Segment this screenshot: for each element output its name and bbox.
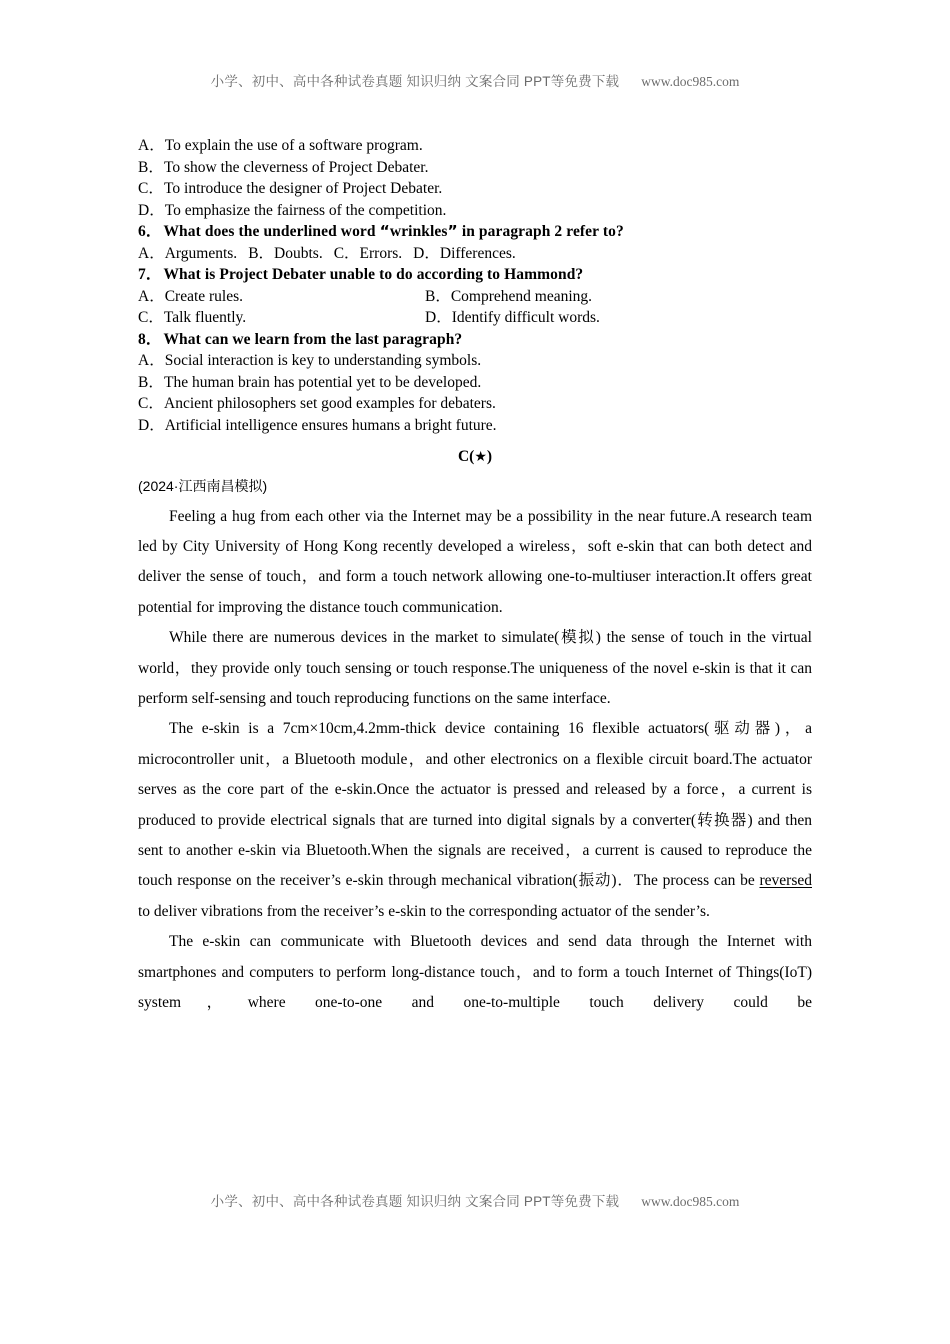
option-label: B． <box>248 244 275 262</box>
question-6-options <box>138 246 812 262</box>
page-footer-url: www.doc985.com <box>641 1194 740 1209</box>
option-text: To introduce the designer of Project Debater. <box>164 180 443 197</box>
option-row[interactable] <box>138 289 425 305</box>
option-text: Errors. <box>359 244 403 262</box>
option-label: B． <box>425 287 451 305</box>
option-text: Create rules. <box>164 287 244 305</box>
question-number: 6． <box>138 223 162 240</box>
option-row[interactable] <box>138 181 812 197</box>
option-row[interactable] <box>138 203 812 219</box>
option-text: Ancient philosophers set good examples for debaters. <box>164 395 496 412</box>
question-number: 7． <box>138 266 162 283</box>
paragraph-part: to deliver vibrations from the receiver’s e-skin to the corresponding actuator of the sender’s. <box>138 902 710 920</box>
question-stem-text: What is Project Debater unable to do according to Hammond? <box>163 266 584 283</box>
page-header-text: 小学、初中、高中各种试卷真题 知识归纳 文案合同 PPT等免费下载 <box>210 74 620 89</box>
option-row[interactable] <box>138 375 812 391</box>
page-header-url: www.doc985.com <box>641 74 740 89</box>
option-text: Differences. <box>439 244 516 262</box>
passage-paragraph: Feeling a hug from each other via the Internet may be a possibility in the near future.A research team led by City University of Hong Kong recently developed a wireless，soft e-skin that can both detect and deliver the sense of touch，and form a touch network allowing one-to-multiuser interaction.It offers great potential for improving the distance touch communication. <box>138 507 812 616</box>
option-label: D． <box>138 416 165 434</box>
question-7-options-row-2 <box>138 310 812 326</box>
question-8 <box>138 332 812 434</box>
page-header <box>138 70 812 90</box>
option-text: Social interaction is key to understanding symbols. <box>164 352 482 369</box>
option-row[interactable] <box>138 138 812 154</box>
question-7-options-row-1 <box>138 289 812 305</box>
option-label: A． <box>138 137 165 154</box>
star-icon: ★ <box>474 449 487 465</box>
option-text: Doubts. <box>274 244 323 262</box>
question-7 <box>138 267 812 326</box>
section-letter: C <box>457 448 470 465</box>
question-5-options <box>138 138 812 218</box>
page-footer-text: 小学、初中、高中各种试卷真题 知识归纳 文案合同 PPT等免费下载 <box>210 1194 620 1209</box>
option-label: A． <box>138 244 165 262</box>
option-text: Arguments. <box>164 244 238 262</box>
option-row[interactable] <box>138 353 812 369</box>
option-row[interactable] <box>138 396 812 412</box>
passage-paragraph: While there are numerous devices in the market to simulate(模拟) the sense of touch in the virtual world，they provide only touch sensing or touch response.The uniqueness of the novel e-skin is that it can perform self-sensing and touch reproducing functions on the same interface. <box>138 629 812 707</box>
option-row[interactable] <box>248 245 323 262</box>
quote-close: ” <box>447 222 458 240</box>
quote-open: “ <box>379 222 390 240</box>
question-stem-after: in paragraph 2 refer to? <box>457 223 624 240</box>
option-text: To emphasize the fairness of the competition. <box>164 201 447 219</box>
option-row[interactable] <box>413 245 516 262</box>
paren-close: ) <box>486 448 493 465</box>
question-quoted-word: wrinkles <box>389 223 448 240</box>
option-label: D． <box>425 309 452 326</box>
question-8-stem <box>138 332 812 348</box>
passage-section-marker <box>138 449 812 465</box>
option-label: D． <box>138 201 165 219</box>
option-text: The human brain has potential yet to be developed. <box>164 373 482 391</box>
question-7-stem <box>138 267 812 283</box>
option-label: A． <box>138 352 165 369</box>
option-row[interactable] <box>138 418 812 434</box>
question-6 <box>138 224 812 261</box>
question-6-stem <box>138 224 812 240</box>
option-text: Artificial intelligence ensures humans a bright future. <box>164 416 497 434</box>
option-label: D． <box>413 244 440 262</box>
question-stem-before: What does the underlined word <box>163 223 380 240</box>
passage-paragraph: The e-skin can communicate with Bluetooth devices and send data through the Internet with smartphones and computers to perform long-distance touch，and to form a touch Internet of Things(IoT) system，where one-to-one and one-to-multiple touch delivery could be <box>138 933 812 1011</box>
question-number: 8． <box>138 330 162 348</box>
option-label: C． <box>138 180 164 197</box>
option-label: B． <box>138 158 164 176</box>
option-text: To explain the use of a software program. <box>164 137 423 154</box>
option-row[interactable] <box>138 160 812 176</box>
option-row[interactable] <box>425 310 812 326</box>
option-label: A． <box>138 287 165 305</box>
paragraph-part: The e-skin is a 7cm×10cm,4.2mm-thick device containing 16 flexible actuators(驱动器)，a microcontroller unit，a Bluetooth module，and other electronics on a flexible circuit board.The actuator serves as the core part of the e-skin.Once the actuator is pressed and released by a force，a current is produced to provide electrical signals that are turned into digital signals by a converter(转换器) and then sent to another e-skin via Bluetooth.When the signals are received，a current is caused to reproduce the touch response on the receiver’s e-skin through mechanical vibration(振动)．The process can be <box>138 720 812 890</box>
passage-paragraph <box>138 714 812 927</box>
option-text: To show the cleverness of Project Debater. <box>164 158 429 176</box>
passage-source: (2024·江西南昌模拟) <box>138 477 268 494</box>
underlined-term: reversed <box>759 872 812 890</box>
option-text: Comprehend meaning. <box>450 287 593 305</box>
option-label: C． <box>333 244 360 262</box>
page-footer <box>138 1190 812 1210</box>
option-text: Talk fluently. <box>163 309 247 326</box>
question-stem-text: What can we learn from the last paragraph? <box>163 330 463 348</box>
option-row[interactable] <box>138 310 425 326</box>
option-row[interactable] <box>334 245 402 262</box>
option-label: C． <box>138 309 164 326</box>
paren-open: ( <box>469 448 475 465</box>
option-text: Identify difficult words. <box>451 309 600 326</box>
option-row[interactable] <box>425 289 812 305</box>
option-label: B． <box>138 373 164 391</box>
option-label: C． <box>138 395 164 412</box>
document-body <box>138 138 812 1049</box>
option-row[interactable] <box>138 245 237 262</box>
